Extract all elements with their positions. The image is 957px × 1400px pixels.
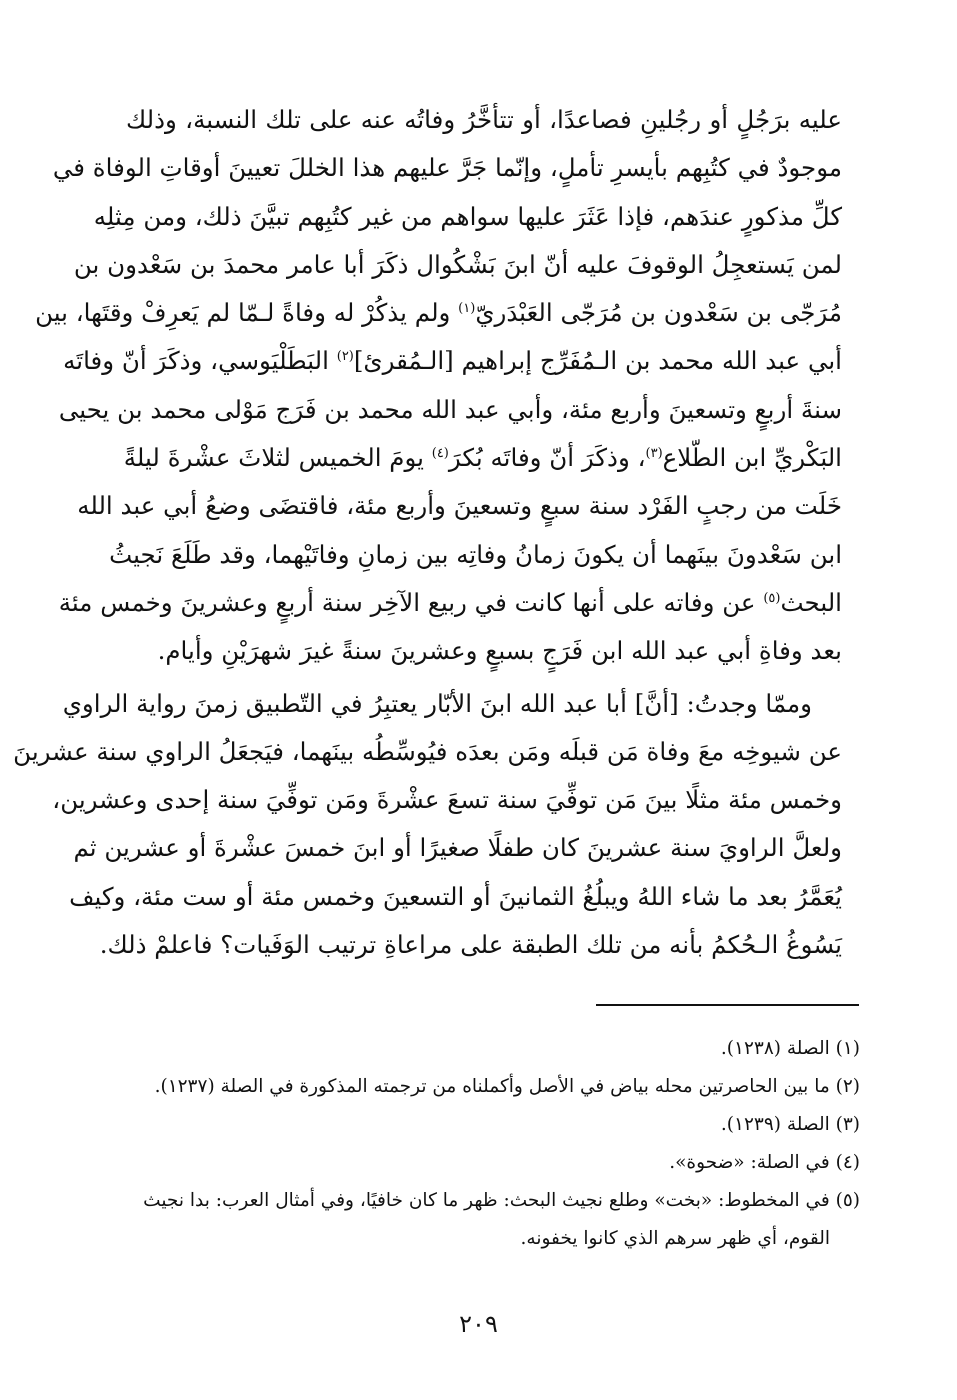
text-line: بعد وفاةِ أبي عبد الله ابن فَرَجٍ بسبعٍ وعشرينَ سنةً غيرَ شهرَيْنِ وأيام. (157, 636, 842, 666)
main-text (13, 96, 842, 969)
text-line (58, 579, 842, 627)
footnote-ref[interactable]: (٢) (336, 349, 354, 365)
footnote-separator (596, 1004, 859, 1006)
text-line (35, 289, 842, 337)
line-text: ولم يذكُرْ له وفاةً لـمّا لم يَعرِفْ وقتَها، بين (35, 298, 459, 328)
line-text: يومَ الخميس لثلاثَ عشْرةَ ليلةً (123, 443, 432, 473)
line-text: البَكْريِّ ابن الطّلاع (662, 443, 842, 473)
text-line: يُعَمَّرُ بعد ما شاء اللهُ ويبلُغُ الثمانينَ أو التسعينَ وخمس مئة أو ست مئة، وكيف (69, 881, 842, 911)
text-line: وممّا وجدتُ: [أنَّ] أبا عبد الله ابنَ الأبّار يعتبِرُ في التّطبيق زمنَ رواية الراوي (62, 688, 812, 718)
text-line: خَلَت من رجبٍ الفَرْد سنة سبعٍ وتسعينَ وأربع مئة، فاقتضَى وضعُ أبي عبد الله (77, 491, 842, 521)
footnote-1: (١) الصلة (١٢٣٨). (720, 1038, 860, 1059)
text-line (63, 337, 842, 385)
footnotes (120, 1030, 860, 1258)
footnote-5-continued: القوم، أي ظهر سرهم الذي كانوا يخفونه. (520, 1228, 830, 1249)
footnote-ref[interactable]: (٥) (763, 590, 781, 606)
footnote-2: (٢) ما بين الحاصرتين محله بياض في الأصل وأكملناه من ترجمته المذكورة في الصلة (١٢٣٧). (154, 1076, 860, 1097)
footnote-ref[interactable]: (٤) (431, 445, 449, 461)
line-text: البَطَلْيَوسي، وذكَرَ أنّ وفاتَه (63, 346, 337, 376)
text-line: لمن يَستعجِلُ الوقوفَ عليه أنّ ابنَ بَشْكُوال ذكَرَ أبا عامر محمدَ بن سَعْدون بن (73, 249, 842, 279)
line-text: ، وذكَرَ أنّ وفاتَه بُكرَ (448, 443, 646, 473)
line-text: عن وفاته على أنها كانت في ربيع الآخِر سنة أربعٍ وعشرينَ وخمس مئة (58, 587, 764, 617)
footnote-5: (٥) في المخطوط: «بخت» وطلع نجيث البحث: ظهر ما كان خافيًا، وفي أمثال العرب: بدا نجيث (143, 1190, 860, 1211)
paragraph-2 (13, 680, 842, 970)
line-text: أبي عبد الله محمد بن الـمُفَرِّج إبراهيم [الـمُقرئ] (353, 346, 842, 376)
page-number: ٢٠٩ (459, 1310, 498, 1338)
text-line: عن شيوخِه معَ وفاة مَن قبلَه ومَن بعدَه فيُوسِّطُه بينَهما، فيَجعَلُ الراوي سنة عشرينَ (13, 736, 842, 766)
text-line: موجودٌ في كتُبِهم بأيسرِ تأملٍ، وإنّما جَرَّ عليهم هذا الخللَ تعيينَ أوقاتِ الوفاة في (52, 153, 842, 183)
paragraph-1 (35, 96, 842, 676)
text-line: يَسُوغُ الـحُكمُ بأنه من تلك الطبقة على مراعاةِ ترتيب الوَفَيات؟ فاعلمْ ذلك. (99, 930, 842, 960)
text-line: وخمس مئة مثلًا بينَ مَن توفِّيَ سنة تسعَ عشْرةَ ومَن توفِّيَ سنة إحدى وعشرين، (52, 785, 842, 815)
line-text: البحث (780, 587, 842, 617)
text-line (123, 434, 842, 482)
footnote-ref[interactable]: (١) (458, 301, 476, 317)
line-text: مُرَجّى بن سَعْدون بن مُرَجّى العَبْدَريّ (475, 298, 842, 328)
footnote-ref[interactable]: (٣) (645, 445, 663, 461)
text-line: ابن سَعْدونَ بينَهما أن يكونَ زمانُ وفاتِه بين زمانِ وفاتَيْهما، وقد طَلَعَ نَجيثُ (109, 539, 842, 569)
text-line: عليه برَجُلٍ أو رجُلينِ فصاعدًا، أو تتأخَّرُ وفاتُه عنه على تلك النسبة، وذلك (126, 105, 842, 134)
footnote-4: (٤) في الصلة: «ضحوة». (669, 1152, 860, 1173)
text-line: ولعلَّ الراويَ سنة عشرينَ كان طفلًا صغيرًا أو ابنَ خمسَ عشْرةَ أو عشرين ثم (73, 833, 842, 863)
text-line: سنةَ أربعٍ وتسعينَ وأربع مئة، وأبي عبد الله محمد بن فَرَج مَوْلى محمد بن يحيى (58, 394, 842, 424)
text-line: كلِّ مذكورٍ عندَهم، فإذا عَثَرَ عليها سواهم من غير كتُبِهم تبيَّنَ ذلك، ومن مِثلِه (93, 201, 842, 231)
footnote-3: (٣) الصلة (١٢٣٩). (720, 1114, 860, 1135)
